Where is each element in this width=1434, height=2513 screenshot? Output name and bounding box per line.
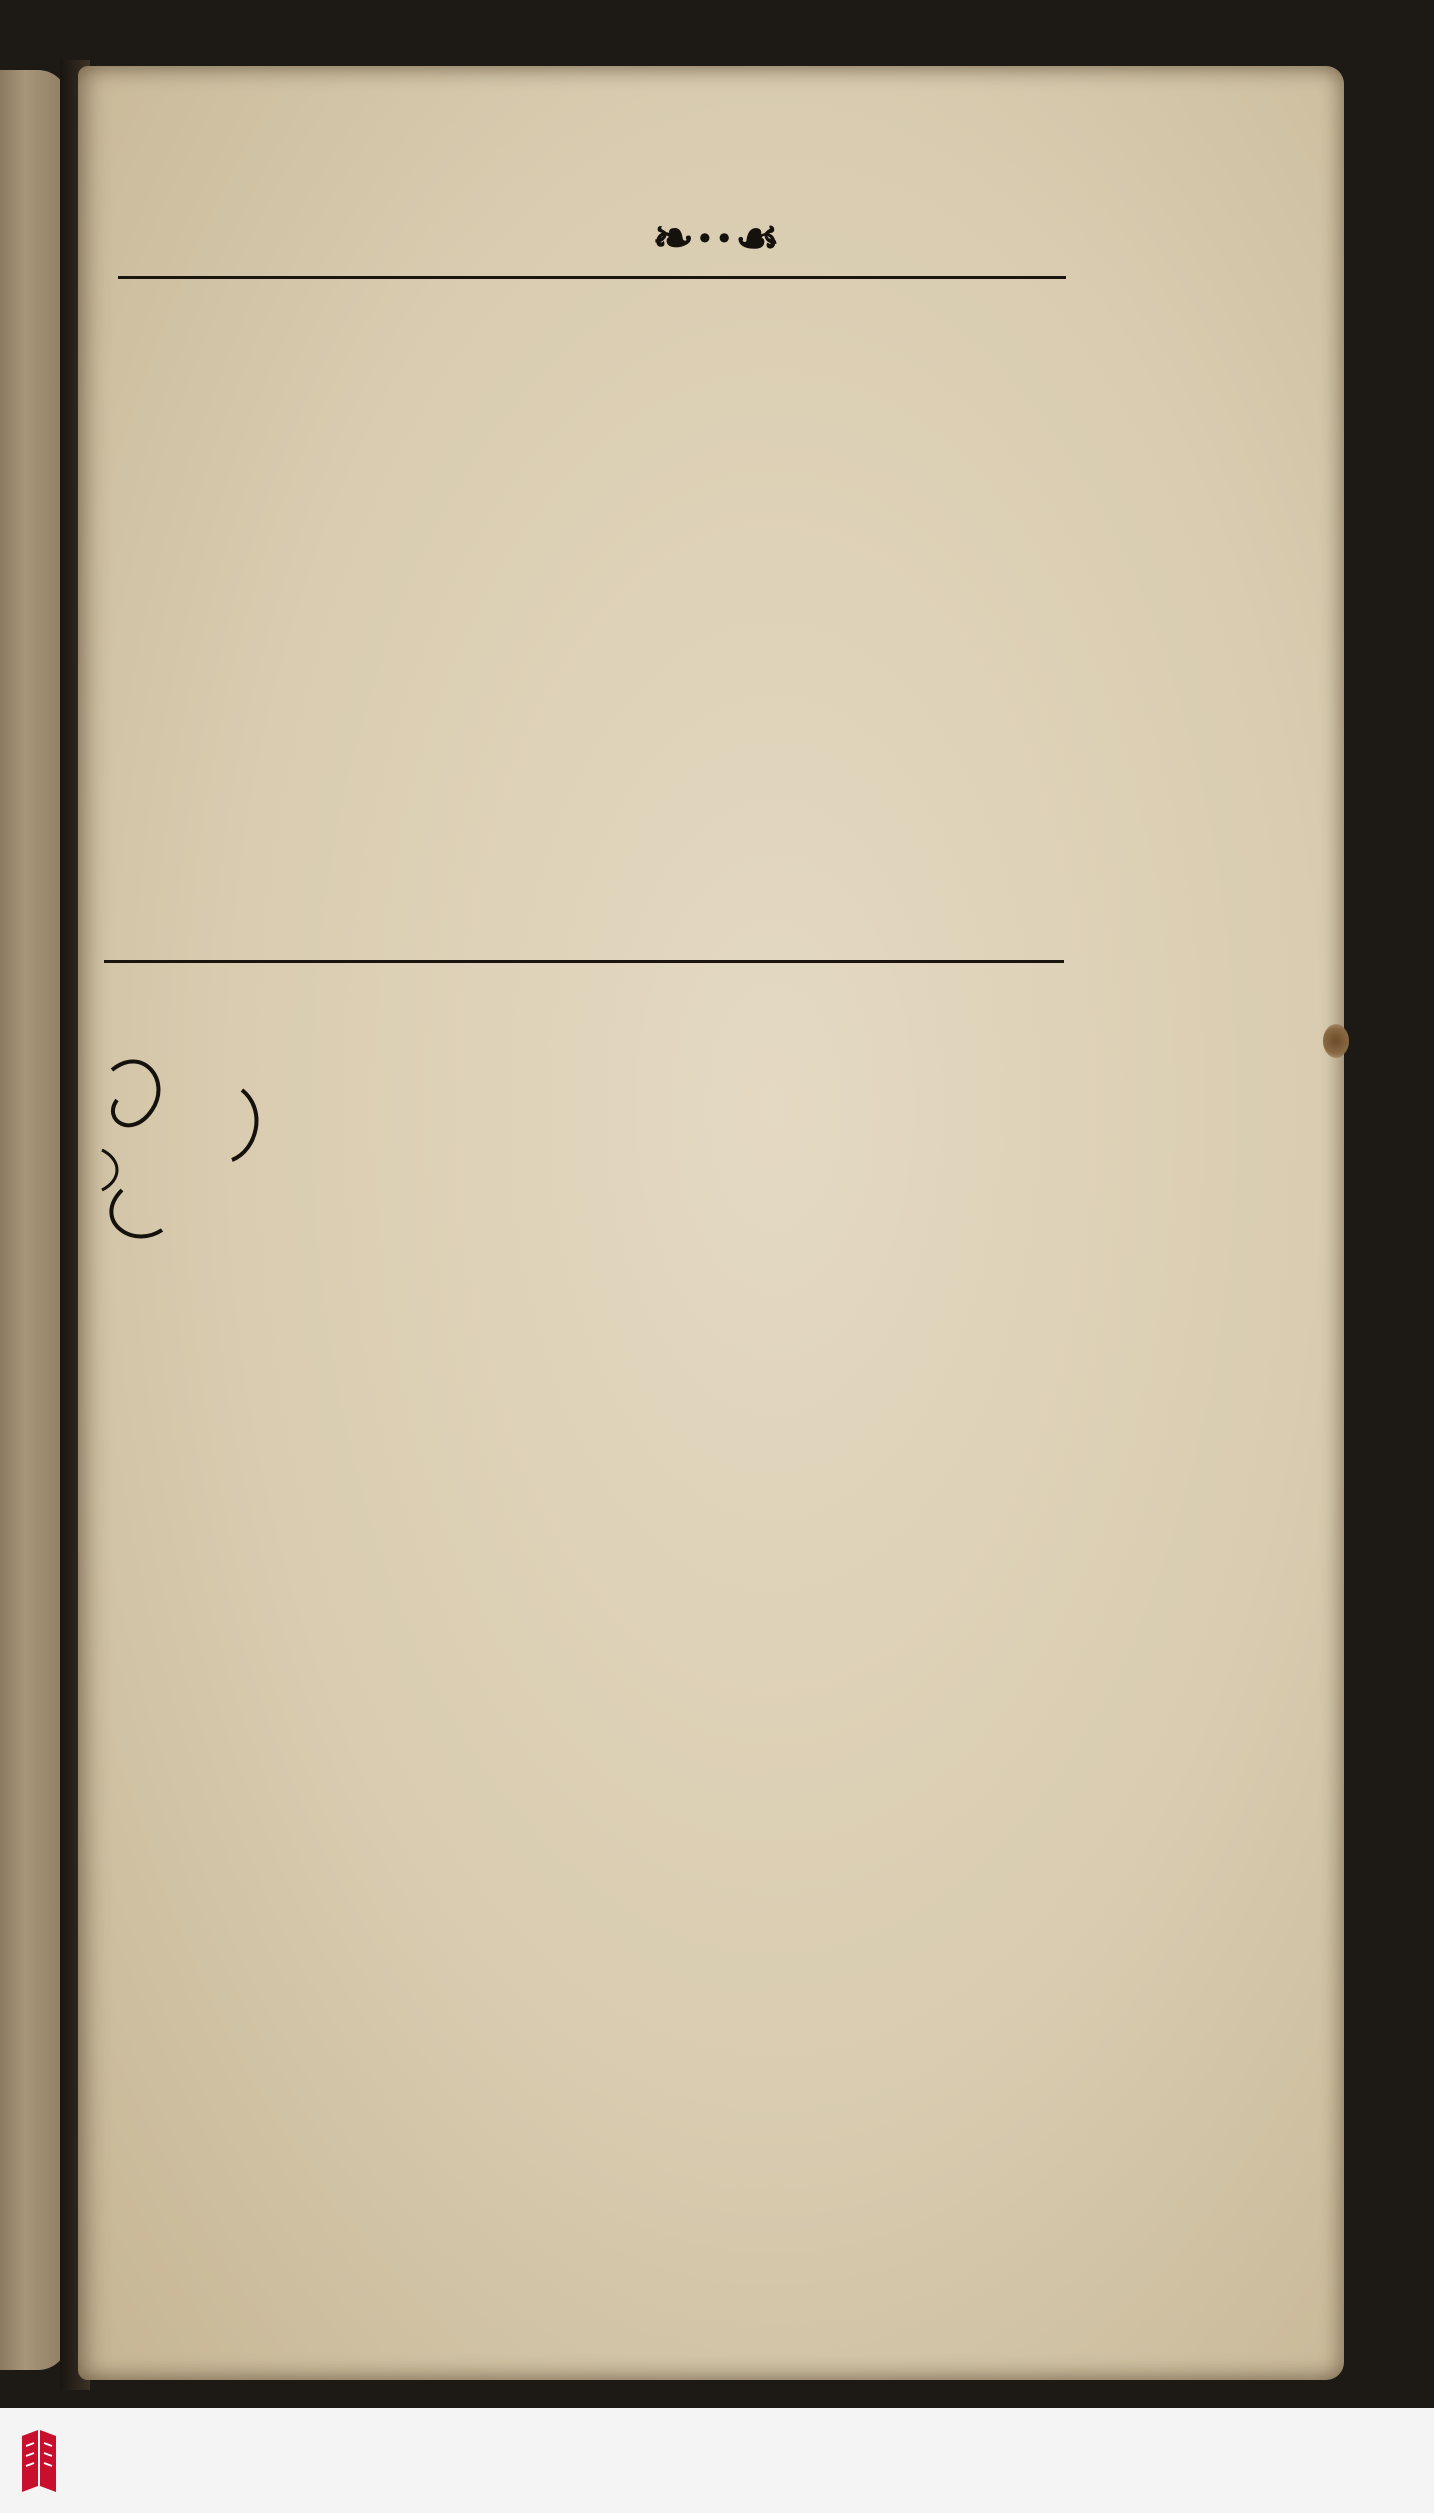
decorated-initial bbox=[92, 1050, 282, 1255]
ink-stain bbox=[1323, 1024, 1349, 1058]
facing-page-edge bbox=[0, 70, 68, 2370]
header-rule bbox=[118, 276, 1066, 279]
ornament-band-bottom bbox=[118, 362, 1068, 432]
left-flourish-icon: ❧· bbox=[652, 208, 716, 267]
page-foot bbox=[0, 2133, 1075, 2183]
ornament-band-top bbox=[118, 290, 1068, 360]
library-logo-icon bbox=[16, 2426, 62, 2496]
initial-flourish-icon bbox=[92, 1050, 282, 1255]
right-flourish-icon: ·☙ bbox=[715, 208, 782, 267]
page-number bbox=[0, 208, 1434, 267]
section-rule bbox=[104, 960, 1064, 963]
viewer-footer bbox=[0, 2408, 1434, 2513]
